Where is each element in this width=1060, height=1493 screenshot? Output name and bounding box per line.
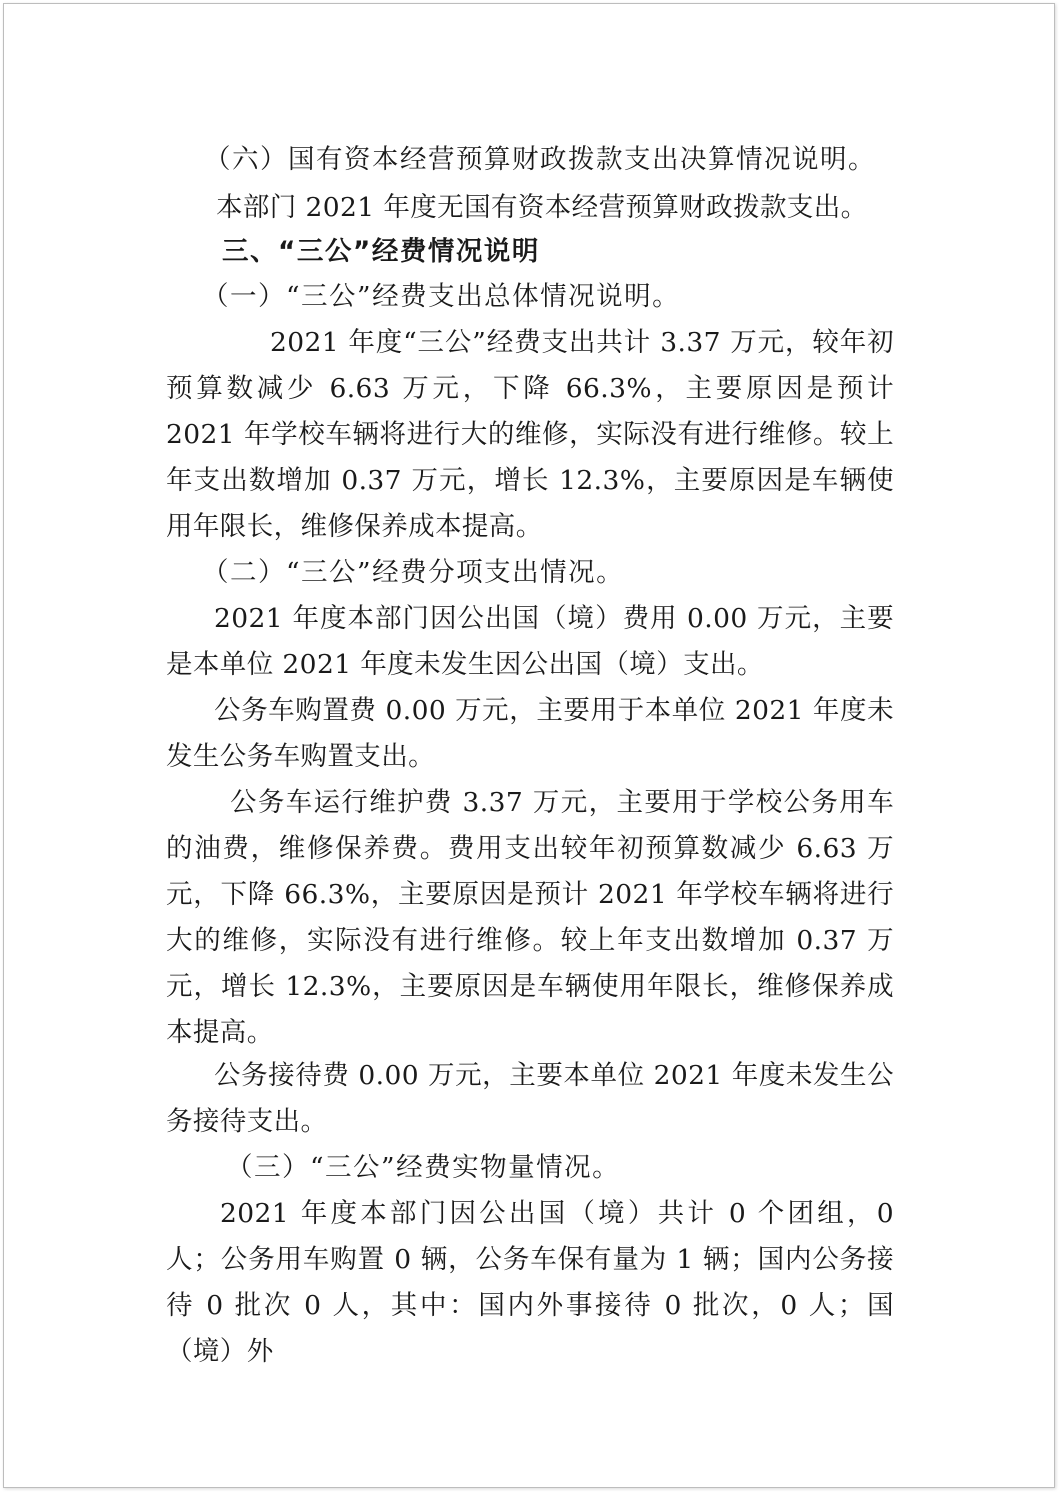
section-6-title: （六）国有资本经营预算财政拨款支出决算情况说明。 (204, 144, 876, 175)
section-3-1-body: 2021 年度“三公”经费支出共计 3.37 万元，较年初预算数减少 6.63 万元，下降 66.3%，主要原因是预计 2021 年学校车辆将进行大的维修，实际没有进行维修。较上年支出数增加 0.37 万元，增长 12.3%，主要原因是车辆使用年限长，维修保养成本提高。 (166, 327, 894, 542)
section-3-3-body: 2021 年度本部门因公出国（境）共计 0 个团组，0 人；公务用车购置 0 辆，公务车保有量为 1 辆；国内公务接待 0 批次 0 人，其中：国内外事接待 0 批次，0 人；国（境）外 (166, 1198, 894, 1367)
section-3-1-title: （一）“三公”经费支出总体情况说明。 (202, 281, 681, 312)
section-3-2-abroad: 2021 年度本部门因公出国（境）费用 0.00 万元，主要是本单位 2021 年度未发生因公出国（境）支出。 (166, 603, 894, 680)
section-3-heading: 三、“三公”经费情况说明 (222, 236, 540, 267)
section-3-2-vehicle-purchase: 公务车购置费 0.00 万元，主要用于本单位 2021 年度未发生公务车购置支出。 (166, 695, 894, 772)
section-6-body: 本部门 2021 年度无国有资本经营预算财政拨款支出。 (216, 192, 868, 223)
section-3-2-reception: 公务接待费 0.00 万元，主要本单位 2021 年度未发生公务接待支出。 (166, 1060, 894, 1137)
section-3-2-vehicle-maintenance: 公务车运行维护费 3.37 万元，主要用于学校公务用车的油费，维修保养费。费用支出较年初预算数减少 6.63 万元，下降 66.3%，主要原因是预计 2021 年学校车辆将进行大的维修，实际没有进行维修。较上年支出数增加 0.37 万元，增长 12.3%，主要原因是车辆使用年限长，维修保养成本提高。 (166, 787, 894, 1048)
section-3-2-title: （二）“三公”经费分项支出情况。 (202, 557, 625, 588)
section-3-3-title: （三）“三公”经费实物量情况。 (226, 1152, 621, 1183)
